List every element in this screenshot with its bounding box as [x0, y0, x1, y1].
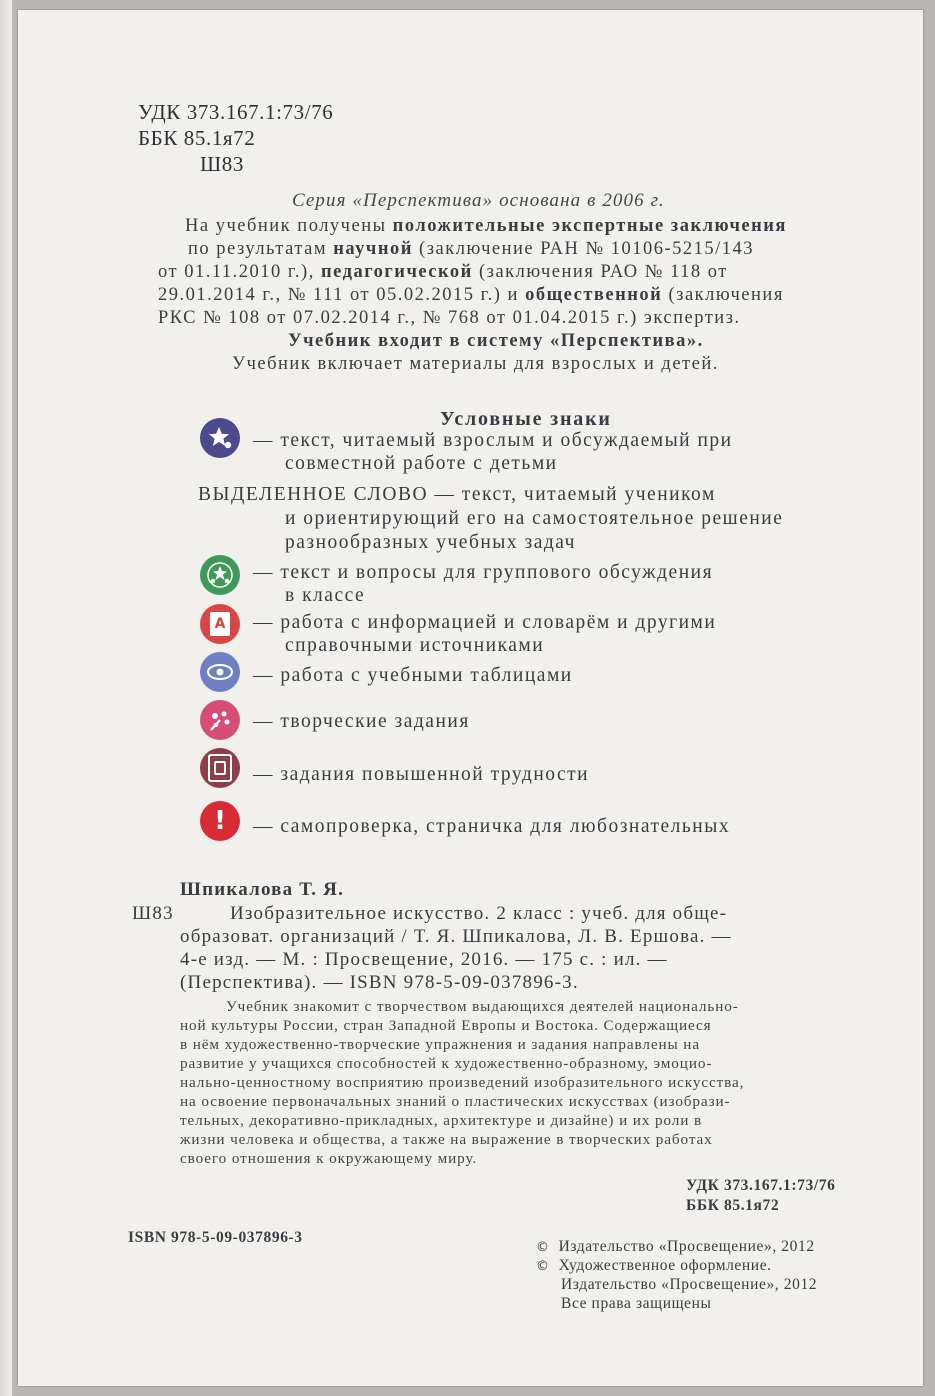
info-bold: общественной	[525, 285, 663, 305]
info-bold: педагогической	[320, 262, 473, 282]
exclamation-icon: !	[200, 801, 240, 841]
info-line-4	[158, 285, 784, 306]
footer-isbn: ISBN 978-5-09-037896-3	[128, 1229, 303, 1246]
legend-creative: — творческие задания	[253, 711, 470, 732]
annotation-line: своего отношения к окружающему миру.	[180, 1150, 478, 1167]
biblio-line-4: (Перспектива). — ISBN 978-5-09-037896-3.	[180, 972, 579, 993]
annotation-line: ной культуры России, стран Западной Европы и Востока. Содержащиеся	[180, 1017, 712, 1034]
dictionary-icon	[200, 604, 240, 644]
annotation-line: Учебник знакомит с творчеством выдающихся деятелей национально-	[226, 998, 739, 1015]
annotation-line: развитие у учащихся способностей к художественно-образному, эмоцио-	[180, 1055, 713, 1072]
info-line-1	[185, 216, 787, 237]
info-text: от 01.11.2010 г.),	[158, 262, 321, 282]
hard-task-icon	[200, 748, 240, 788]
palette-icon	[206, 706, 234, 734]
copyright-line-3: Издательство «Просвещение», 2012	[561, 1276, 818, 1293]
footer-bbk: ББК 85.1я72	[686, 1197, 780, 1214]
legend-adult-line-2: совместной работе с детьми	[285, 453, 558, 474]
card-inner-icon	[214, 761, 226, 775]
info-text: (заключение РАН № 10106-5215/143	[412, 239, 755, 259]
legend-hard: — задания повышенной трудности	[253, 764, 590, 785]
legend-highlight-line-2: и ориентирующий его на самостоятельное решение	[285, 508, 784, 529]
author-mark: Ш83	[200, 152, 244, 176]
series-note: Серия «Перспектива» основана в 2006 г.	[292, 190, 665, 211]
legend-group-line-2: в классе	[285, 585, 366, 606]
eye-icon	[205, 660, 235, 684]
legend-dict-line-2: справочными источниками	[285, 635, 545, 656]
info-text: На учебник получены	[185, 216, 393, 236]
legend-dict-line-1: — работа с информацией и словарём и другими	[253, 612, 717, 633]
info-line-3	[158, 262, 728, 283]
materials-note: Учебник включает материалы для взрослых и детей.	[232, 354, 719, 374]
info-text: 29.01.2014 г., № 111 от 05.02.2015 г.) и	[158, 285, 526, 305]
legend-self: — самопроверка, страничка для любознательных	[253, 816, 731, 837]
info-text: (заключения РАО № 118 от	[472, 262, 728, 282]
info-bold: положительные экспертные заключения	[392, 216, 787, 236]
annotation-line: жизни человека и общества, а также на выражение в творческих работах	[180, 1131, 713, 1148]
bbk-code: ББК 85.1я72	[138, 126, 256, 150]
legend-tables: — работа с учебными таблицами	[253, 665, 573, 686]
annotation-line: в нём художественно-творческие упражнения и задания направлены на	[180, 1036, 700, 1053]
copyright-text: Издательство «Просвещение», 2012	[558, 1238, 815, 1255]
footer-udk: УДК 373.167.1:73/76	[686, 1177, 836, 1194]
annotation-line: нально-ценностному восприятию произведений изобразительного искусства,	[180, 1074, 745, 1091]
adult-reading-icon	[200, 418, 240, 458]
copyright-icon: ©	[536, 1240, 550, 1255]
annotation-line: на освоение первоначальных знаний о пластических искусствах (изобрази-	[180, 1093, 731, 1110]
copyright-icon: ©	[536, 1259, 550, 1274]
legend-group-line-1: — текст и вопросы для группового обсуждения	[253, 562, 714, 583]
legend-title: Условные знаки	[440, 408, 612, 430]
tables-icon	[200, 652, 240, 692]
info-bold: научной	[333, 239, 413, 259]
annotation-line: тельных, декоративно-прикладных, архитектуре и дизайне) и их роли в	[180, 1112, 703, 1129]
copyright-page	[18, 10, 923, 1386]
biblio-mark: Ш83	[132, 903, 174, 924]
biblio-line-3: 4-е изд. — М. : Просвещение, 2016. — 175 с. : ил. —	[180, 949, 668, 970]
book-icon: А	[210, 612, 230, 636]
creative-icon	[200, 700, 240, 740]
copyright-line-2	[536, 1257, 772, 1275]
info-line-2	[188, 239, 754, 260]
legend-highlight-line-1: ВЫДЕЛЕННОЕ СЛОВО — текст, читаемый учеником	[198, 484, 716, 505]
copyright-text: Художественное оформление.	[558, 1257, 772, 1274]
copyright-line-4: Все права защищены	[561, 1295, 712, 1312]
biblio-line-2: образоват. организаций / Т. Я. Шпикалова, Л. В. Ершова. —	[180, 926, 732, 947]
info-text: по результатам	[188, 239, 334, 259]
info-line-5: РКС № 108 от 07.02.2014 г., № 768 от 01.04.2015 г.) экспертиз.	[158, 308, 741, 328]
biblio-line-1: Изобразительное искусство. 2 класс : учеб. для обще-	[230, 903, 728, 924]
star-icon	[205, 423, 235, 453]
udk-code: УДК 373.167.1:73/76	[138, 100, 334, 124]
legend-adult-line-1: — текст, читаемый взрослым и обсуждаемый при	[253, 430, 733, 451]
group-discussion-icon	[200, 555, 240, 595]
stars-icon	[204, 559, 236, 591]
system-note: Учебник входит в систему «Перспектива».	[288, 331, 704, 351]
card-icon	[208, 754, 232, 782]
copyright-line-1	[536, 1238, 815, 1256]
info-text: (заключения	[662, 285, 784, 305]
legend-highlight-line-3: разнообразных учебных задач	[285, 532, 576, 553]
biblio-author: Шпикалова Т. Я.	[180, 879, 345, 900]
